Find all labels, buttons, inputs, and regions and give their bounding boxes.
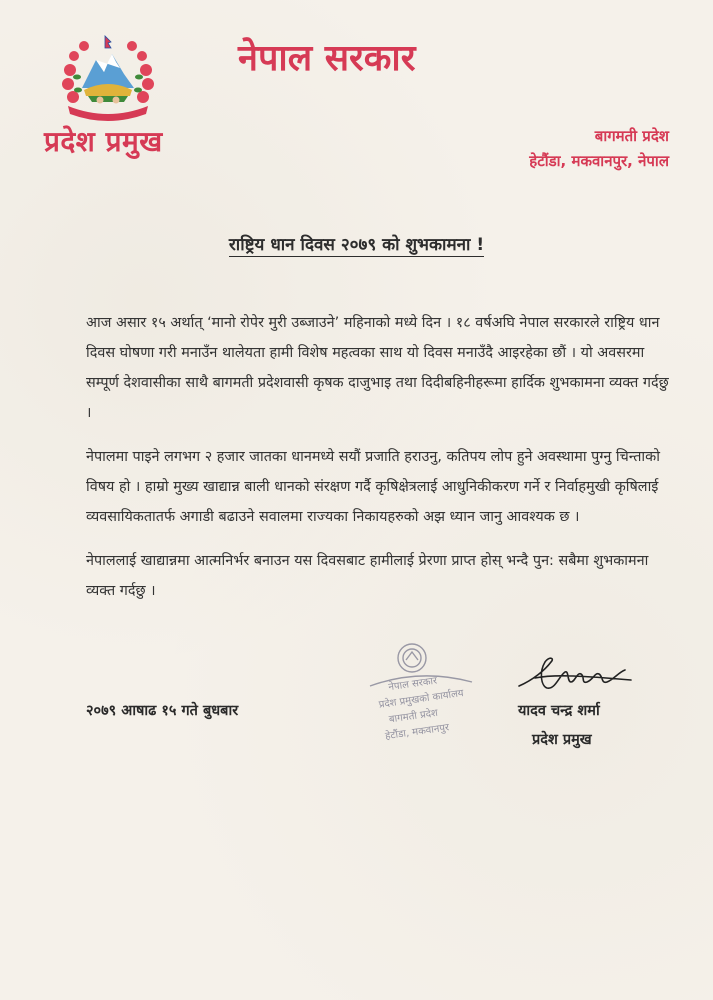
nepal-emblem-icon — [58, 30, 158, 122]
letter-body — [86, 308, 676, 620]
stamp-line-3: बागमती प्रदेश — [388, 707, 439, 726]
stamp-line-4: हेटौंडा, मकवानपुर — [384, 722, 450, 743]
address-city: हेटौंडा, मकवानपुर, नेपाल — [529, 152, 669, 170]
government-title: नेपाल सरकार — [238, 38, 416, 79]
subject-text: राष्ट्रिय धान दिवस २०७९ को शुभकामना ! — [228, 235, 485, 255]
body-paragraph-2: नेपालमा पाइने लगभग २ हजार जातका धानमध्ये सयौं प्रजाति हराउनु, कतिपय लोप हुने अवस्थामा पुग्नु चिन्ताको विषय हो । हाम्रो मुख्य खाद्यान्न बाली धानको संरक्षण गर्दै कृषिक्षेत्रलाई आधुनिकीकरण गर्ने र निर्वाहमुखी कृषिलाई व्यवसायिकतातर्फ अगाडी बढाउने सवालमा राज्यका निकायहरुको अझ ध्यान जानु आवश्यक छ । — [86, 449, 660, 525]
office-address — [529, 124, 669, 174]
body-paragraph-1: आज असार १५ अर्थात् ‘मानो रोपेर मुरी उब्जाउने’ महिनाको मध्ये दिन । १८ वर्षअघि नेपाल सरकारले राष्ट्रिय धान दिवस घोषणा गरी मनाउँन थालेयता हामी विशेष महत्वका साथ यो दिवस मनाउँदै आइरहेका छौं । यो अवसरमा सम्पूर्ण देशवासीका साथै बागमती प्रदेशवासी कृषक दाजुभाइ तथा दिदीबहिनीहरूमा हार्दिक शुभकामना व्यक्त गर्दछु । — [86, 315, 669, 421]
stamp-line-2: प्रदेश प्रमुखको कार्यालय — [378, 687, 465, 711]
office-title: प्रदेश प्रमुख — [44, 125, 163, 158]
address-province: बागमती प्रदेश — [594, 127, 669, 145]
official-stamp — [360, 636, 480, 746]
letter-subject — [0, 232, 713, 255]
signer-title: प्रदेश प्रमुख — [532, 732, 592, 748]
letter-date: २०७९ आषाढ १५ गते बुधबार — [86, 703, 239, 719]
handwritten-signature — [515, 652, 635, 696]
stamp-line-1: नेपाल सरकार — [387, 675, 438, 694]
body-paragraph-3: नेपाललाई खाद्यान्नमा आत्मनिर्भर बनाउन यस दिवसबाट हामीलाई प्रेरणा प्राप्त होस् भन्दै पुन: सबैमा शुभकामना व्यक्त गर्दछु । — [86, 553, 649, 599]
signer-name: यादव चन्द्र शर्मा — [518, 703, 600, 719]
